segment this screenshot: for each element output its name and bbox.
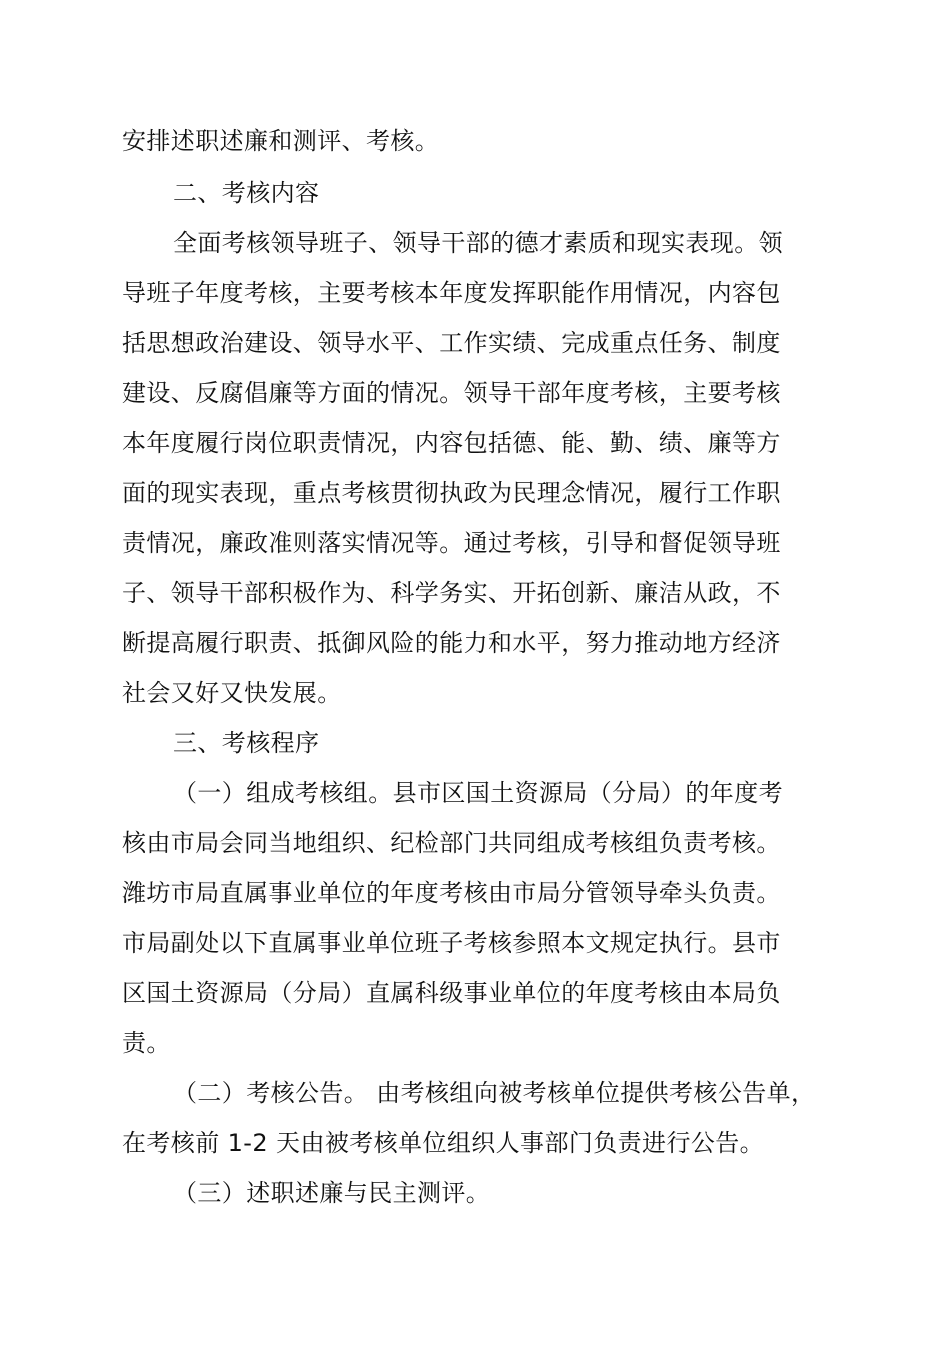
paragraph-line: 子、领导干部积极作为、科学务实、开拓创新、廉洁从政，不 [122, 579, 781, 607]
paragraph-line: 导班子年度考核，主要考核本年度发挥职能作用情况，内容包 [122, 279, 781, 307]
section-heading: 二、考核内容 [173, 179, 320, 207]
paragraph-line: 社会又好又快发展。 [122, 679, 342, 707]
paragraph-line: 面的现实表现，重点考核贯彻执政为民理念情况，履行工作职 [122, 479, 781, 507]
paragraph-line: （一）组成考核组。县市区国土资源局（分局）的年度考 [173, 779, 783, 807]
paragraph-line: 本年度履行岗位职责情况，内容包括德、能、勤、绩、廉等方 [122, 429, 781, 457]
paragraph-line: （三）述职述廉与民主测评。 [173, 1179, 491, 1207]
paragraph-line: 在考核前 1-2 天由被考核单位组织人事部门负责进行公告。 [122, 1129, 765, 1157]
paragraph-line: 责情况，廉政准则落实情况等。通过考核，引导和督促领导班 [122, 529, 781, 557]
paragraph-line: 全面考核领导班子、领导干部的德才素质和现实表现。领 [173, 229, 783, 257]
section-heading: 三、考核程序 [173, 729, 320, 757]
paragraph-line: 建设、反腐倡廉等方面的情况。领导干部年度考核，主要考核 [122, 379, 781, 407]
paragraph-line: 核由市局会同当地组织、纪检部门共同组成考核组负责考核。 [122, 829, 781, 857]
paragraph-line: 区国土资源局（分局）直属科级事业单位的年度考核由本局负 [122, 979, 781, 1007]
paragraph-line: 断提高履行职责、抵御风险的能力和水平，努力推动地方经济 [122, 629, 781, 657]
paragraph-line: 括思想政治建设、领导水平、工作实绩、完成重点任务、制度 [122, 329, 781, 357]
paragraph-line: 安排述职述廉和测评、考核。 [122, 127, 440, 155]
paragraph-line: 市局副处以下直属事业单位班子考核参照本文规定执行。县市 [122, 929, 781, 957]
paragraph-line: 潍坊市局直属事业单位的年度考核由市局分管领导牵头负责。 [122, 879, 781, 907]
paragraph-line: 责。 [122, 1029, 171, 1057]
paragraph-line: （二）考核公告。 由考核组向被考核单位提供考核公告单， [173, 1079, 816, 1107]
